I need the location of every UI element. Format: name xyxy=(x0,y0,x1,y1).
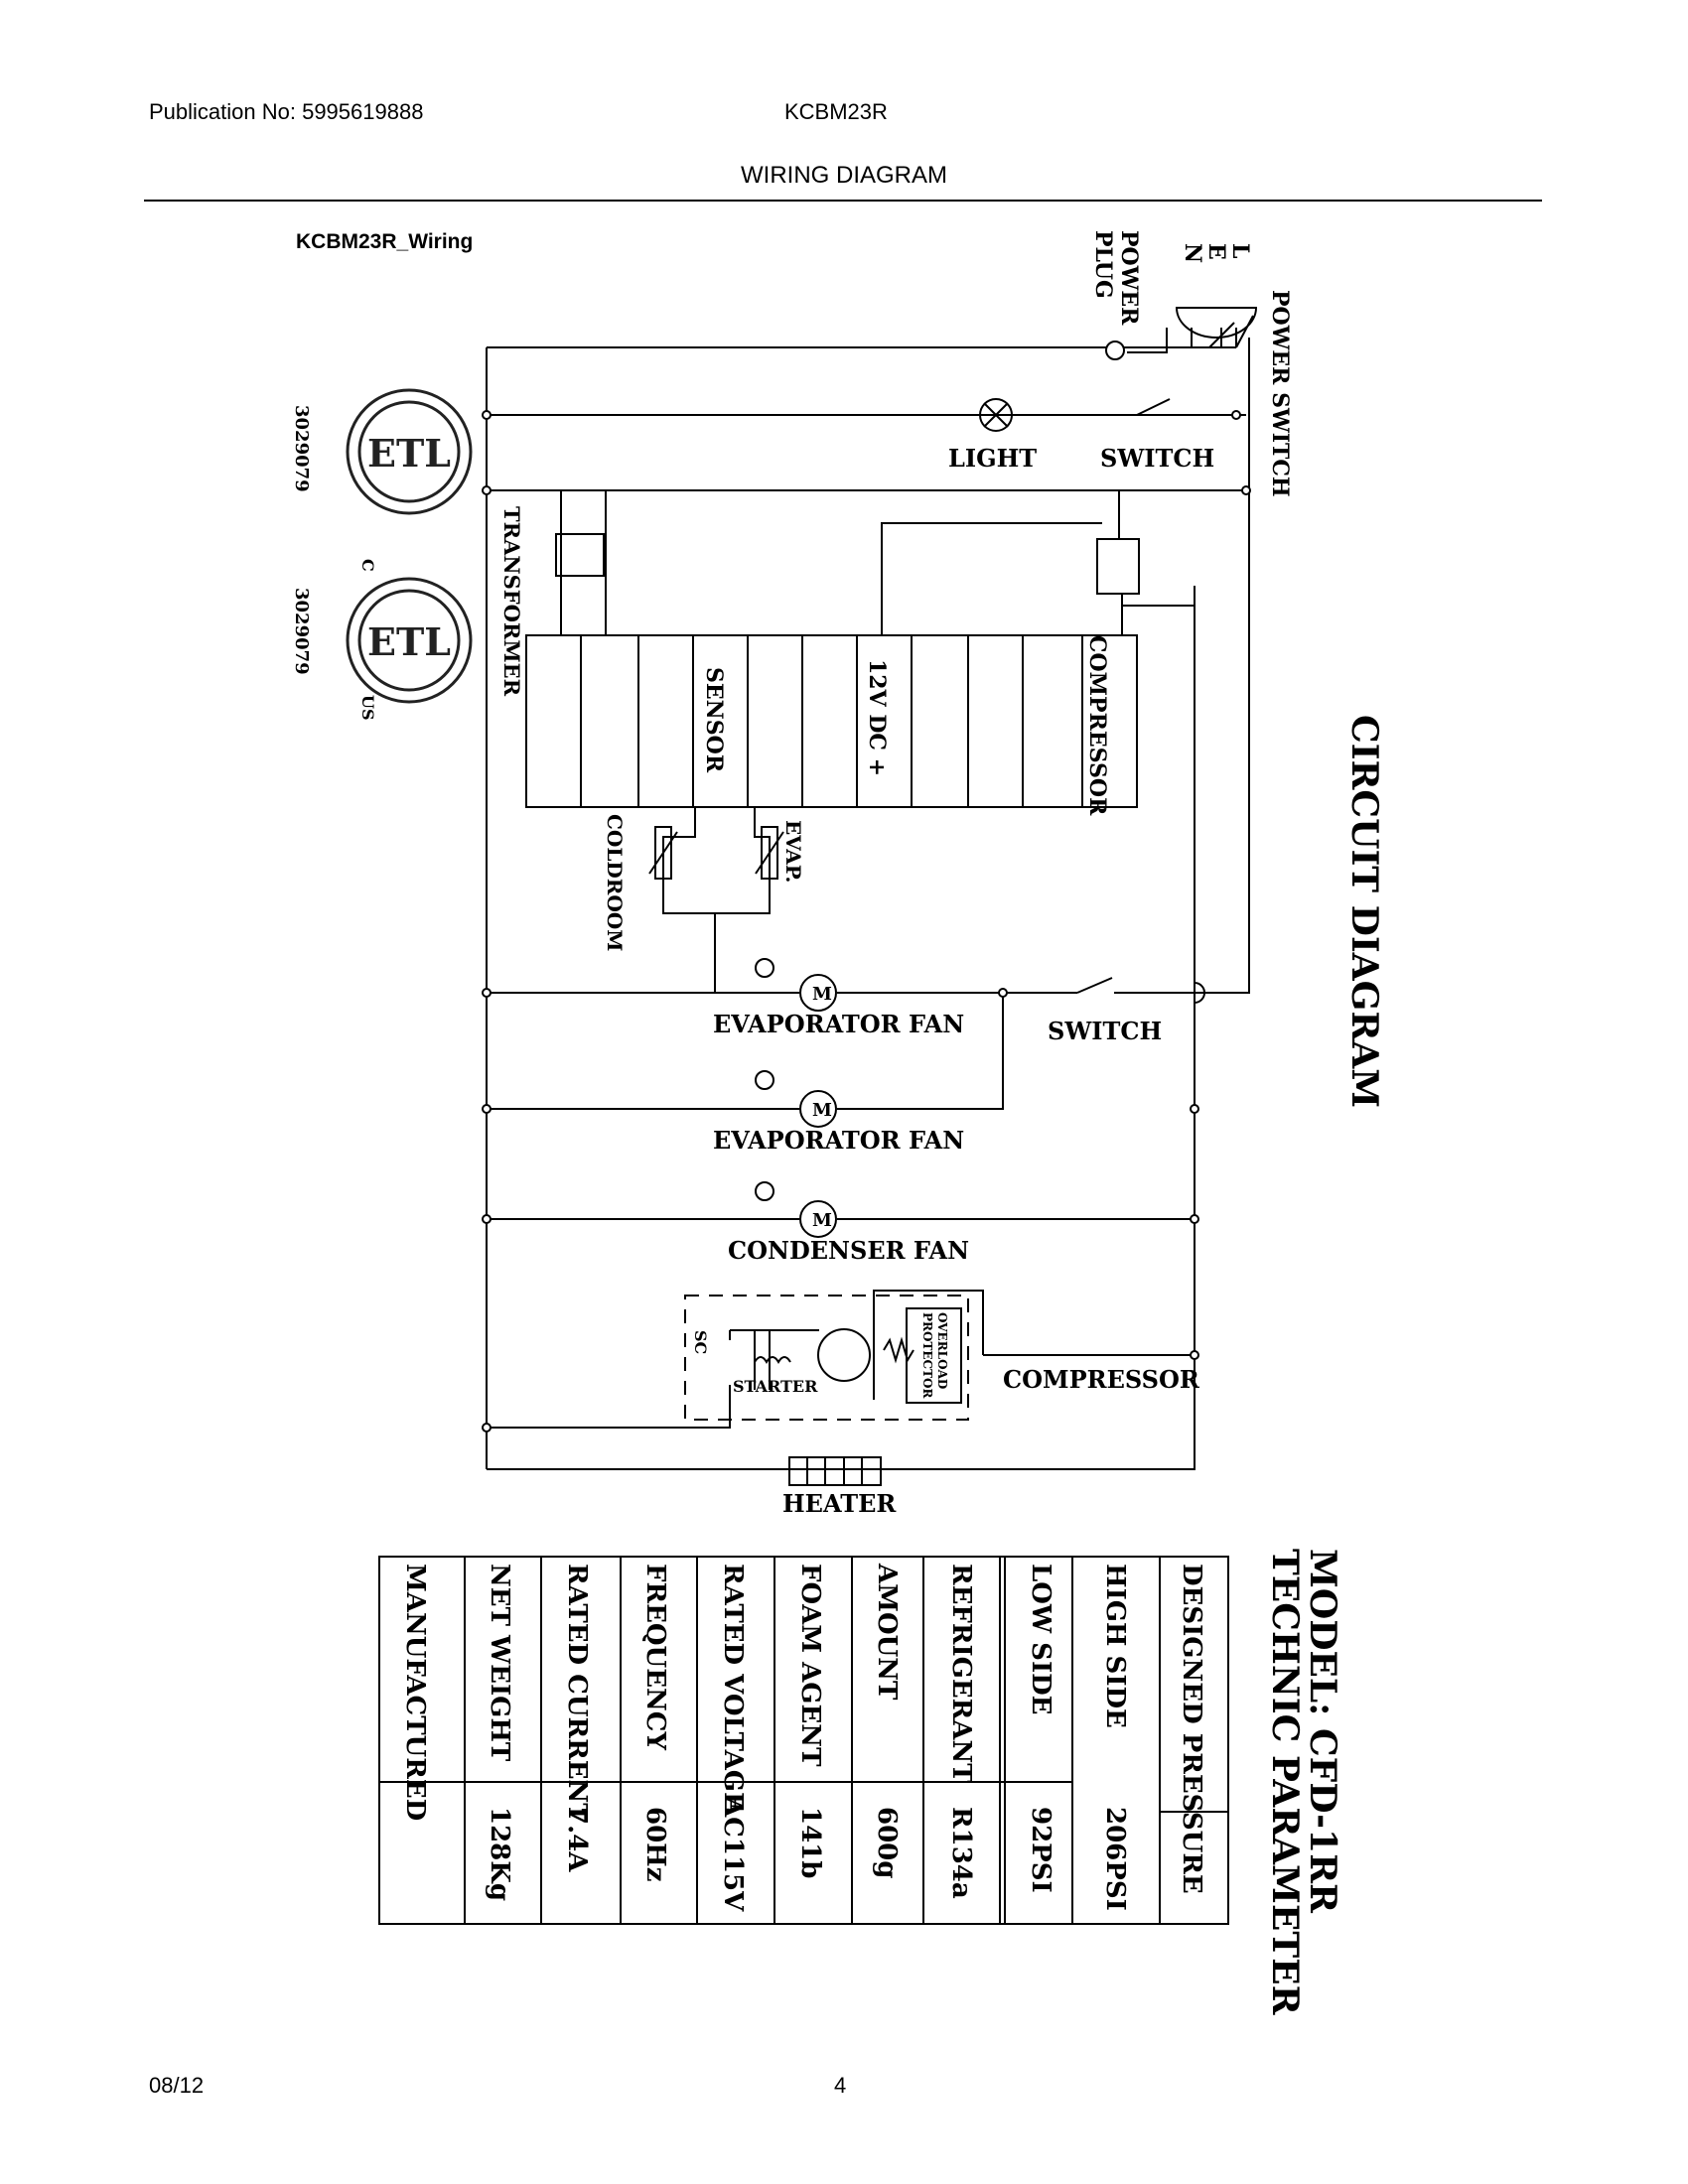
refrigerant-value: R134a xyxy=(946,1807,976,1899)
transformer-box xyxy=(556,534,604,576)
amount-label: AMOUNT xyxy=(872,1564,902,1701)
manufactured-label: MANUFACTURED xyxy=(400,1564,430,1822)
light-label: LIGHT xyxy=(948,444,1038,473)
net-weight-label: NET WEIGHT xyxy=(485,1564,514,1762)
coldroom-label: COLDROOM xyxy=(603,814,627,952)
low-side-value: 92PSI xyxy=(1026,1807,1055,1893)
designed-pressure-label: DESIGNED PRESSURE xyxy=(1177,1564,1206,1894)
refrigerant-label: REFRIGERANT xyxy=(946,1564,976,1783)
switch-top-label: SWITCH xyxy=(1100,444,1215,473)
sensor-wires xyxy=(663,807,770,993)
protector-element xyxy=(884,1340,914,1360)
cert-number-2: 3029079 xyxy=(291,588,312,675)
foam-agent-label: FOAM AGENT xyxy=(795,1564,825,1767)
heater-label: HEATER xyxy=(782,1489,897,1518)
model-number: KCBM23R xyxy=(784,99,888,124)
switch-fan-label: SWITCH xyxy=(1048,1017,1163,1045)
sc-label: SC xyxy=(691,1330,710,1355)
fan-3-m: M xyxy=(812,1210,832,1231)
switch-top-contact xyxy=(1137,399,1170,415)
etl-mark-1-text: ETL xyxy=(367,431,451,476)
heater-element xyxy=(789,1457,881,1485)
transformer-label: TRANSFORMER xyxy=(499,506,524,697)
compressor-wires xyxy=(487,1291,1195,1428)
switch-fan-contact xyxy=(1077,978,1112,993)
plug-l: L xyxy=(1227,243,1253,259)
fan-1-m: M xyxy=(812,984,832,1005)
publication-number: Publication No: 5995619888 xyxy=(149,99,424,124)
power-plug-label-1: POWER xyxy=(1116,230,1142,326)
low-side-label: LOW SIDE xyxy=(1026,1564,1055,1715)
compressor-label: COMPRESSOR xyxy=(1003,1365,1199,1394)
board-dividers xyxy=(581,635,1082,807)
rated-voltage-label: RATED VOLTAGE xyxy=(718,1564,748,1812)
condenser-fan-label: CONDENSER FAN xyxy=(728,1236,970,1265)
evap-label: EVAP. xyxy=(781,820,805,884)
junction-dots xyxy=(483,411,1250,1432)
transformer-wires xyxy=(561,490,606,635)
overload-label: OVERLOAD xyxy=(935,1312,949,1390)
starter-coil xyxy=(755,1357,790,1362)
control-board xyxy=(526,635,1137,807)
board-dc-label: 12V DC + xyxy=(864,659,890,777)
params-model: MODEL: CFD-1RR xyxy=(1302,1549,1343,1913)
protector-label: PROTECTOR xyxy=(920,1312,934,1399)
board-sensor-label: SENSOR xyxy=(701,667,727,773)
ground-icons xyxy=(756,341,1124,1200)
footer-date: 08/12 xyxy=(149,2073,205,2098)
foam-agent-value: 141b xyxy=(795,1807,825,1879)
plug-ground-lead xyxy=(1127,328,1167,352)
page-title: WIRING DIAGRAM xyxy=(741,162,947,189)
page-number: 4 xyxy=(834,2073,847,2098)
high-side-value: 206PSI xyxy=(1100,1807,1130,1911)
rated-current-label: RATED CURRENT xyxy=(562,1564,592,1823)
relay-box xyxy=(1097,539,1139,594)
relay-wires xyxy=(882,490,1195,635)
power-switch-icon xyxy=(1209,316,1253,347)
params-heading: TECHNIC PARAMETER xyxy=(1264,1549,1306,2015)
rated-current-value: 7.4A xyxy=(562,1807,592,1872)
high-side-label: HIGH SIDE xyxy=(1100,1564,1130,1728)
heater-dividers xyxy=(807,1457,862,1485)
cert-c: C xyxy=(358,559,377,572)
starter-label: STARTER xyxy=(733,1377,818,1396)
net-weight-value: 128Kg xyxy=(485,1807,514,1902)
rated-voltage-value: AC115V xyxy=(718,1797,748,1912)
circuit-diagram-label: CIRCUIT DIAGRAM xyxy=(1343,715,1385,1109)
cert-number-1: 3029079 xyxy=(291,405,312,492)
cert-us: US xyxy=(358,695,377,721)
evaporator-fan-1-label: EVAPORATOR FAN xyxy=(713,1010,965,1038)
wiring-label: KCBM23R_Wiring xyxy=(296,230,474,253)
etl-mark-2-text: ETL xyxy=(367,619,451,664)
sensor-slashes xyxy=(649,832,783,874)
amount-value: 600g xyxy=(872,1807,902,1879)
power-plug-label-2: PLUG xyxy=(1090,230,1116,299)
frequency-value: 60Hz xyxy=(640,1807,670,1882)
power-switch-label: POWER SWITCH xyxy=(1267,290,1293,497)
board-compressor-label: COMPRESSOR xyxy=(1084,635,1110,816)
plug-n: N xyxy=(1180,243,1205,264)
frequency-label: FREQUENCY xyxy=(640,1564,670,1751)
compressor-motor xyxy=(818,1329,870,1381)
plug-e: E xyxy=(1203,243,1229,260)
fan-2-m: M xyxy=(812,1100,832,1121)
evaporator-fan-2-label: EVAPORATOR FAN xyxy=(713,1126,965,1155)
